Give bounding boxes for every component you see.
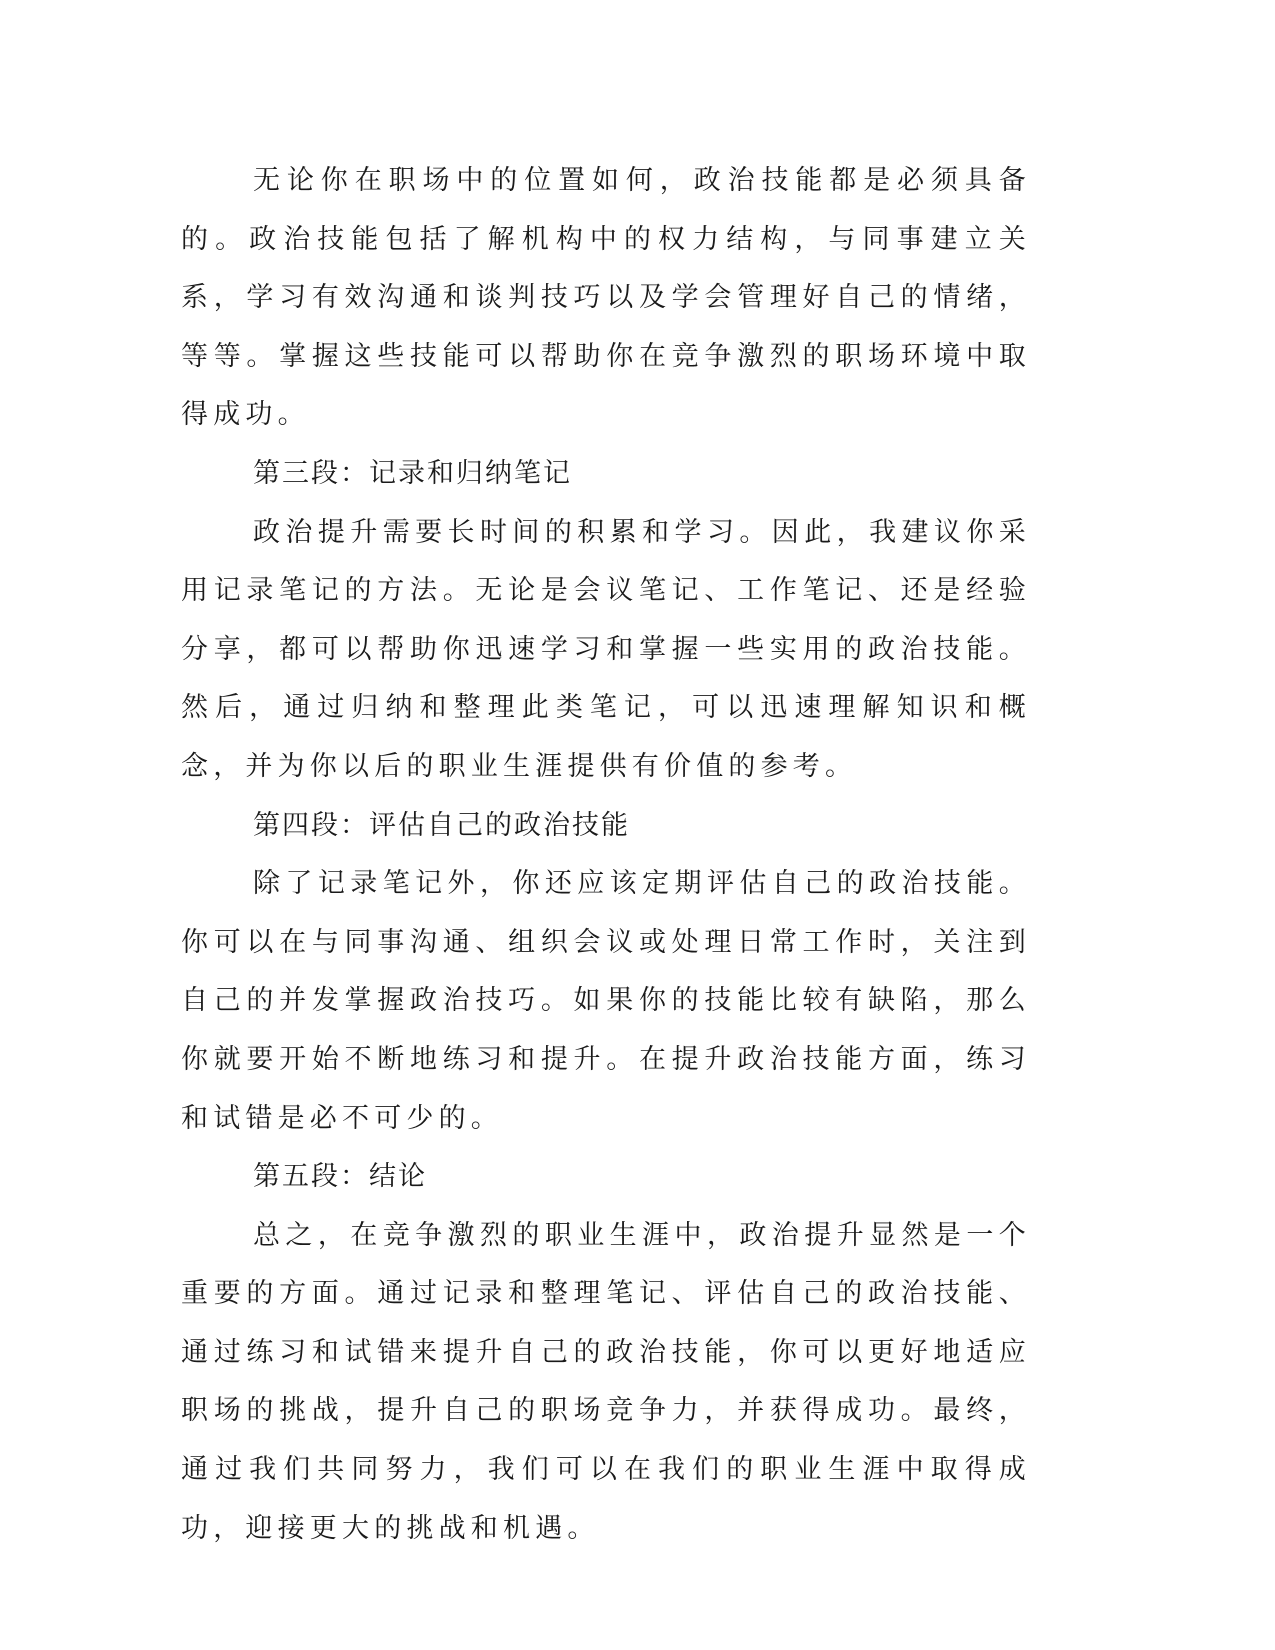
section-heading-4: 第四段：评估自己的政治技能 xyxy=(253,809,630,841)
paragraph-political-skills: 无论你在职场中的位置如何，政治技能都是必须具备的。政治技能包括了解机构中的权力结构，与同事建立关系，学习有效沟通和谈判技巧以及学会管理好自己的情绪，等等。掌握这些技能可以帮助你在竞争激烈的职场环境中取得成功。 xyxy=(181,165,1031,431)
document-body xyxy=(181,152,1031,1558)
section-heading-5: 第五段：结论 xyxy=(253,1161,427,1193)
paragraph-note-taking: 政治提升需要长时间的积累和学习。因此，我建议你采用记录笔记的方法。无论是会议笔记、工作笔记、还是经验分享，都可以帮助你迅速学习和掌握一些实用的政治技能。然后，通过归纳和整理此类笔记，可以迅速理解知识和概念，并为你以后的职业生涯提供有价值的参考。 xyxy=(181,516,1031,782)
section-heading-3: 第三段：记录和归纳笔记 xyxy=(253,457,572,489)
paragraph-conclusion: 总之，在竞争激烈的职业生涯中，政治提升显然是一个重要的方面。通过记录和整理笔记、评估自己的政治技能、通过练习和试错来提升自己的政治技能，你可以更好地适应职场的挑战，提升自己的职场竞争力，并获得成功。最终，通过我们共同努力，我们可以在我们的职业生涯中取得成功，迎接更大的挑战和机遇。 xyxy=(181,1219,1031,1544)
paragraph-self-assessment: 除了记录笔记外，你还应该定期评估自己的政治技能。你可以在与同事沟通、组织会议或处理日常工作时，关注到自己的并发掌握政治技巧。如果你的技能比较有缺陷，那么你就要开始不断地练习和提升。在提升政治技能方面，练习和试错是必不可少的。 xyxy=(181,868,1031,1134)
